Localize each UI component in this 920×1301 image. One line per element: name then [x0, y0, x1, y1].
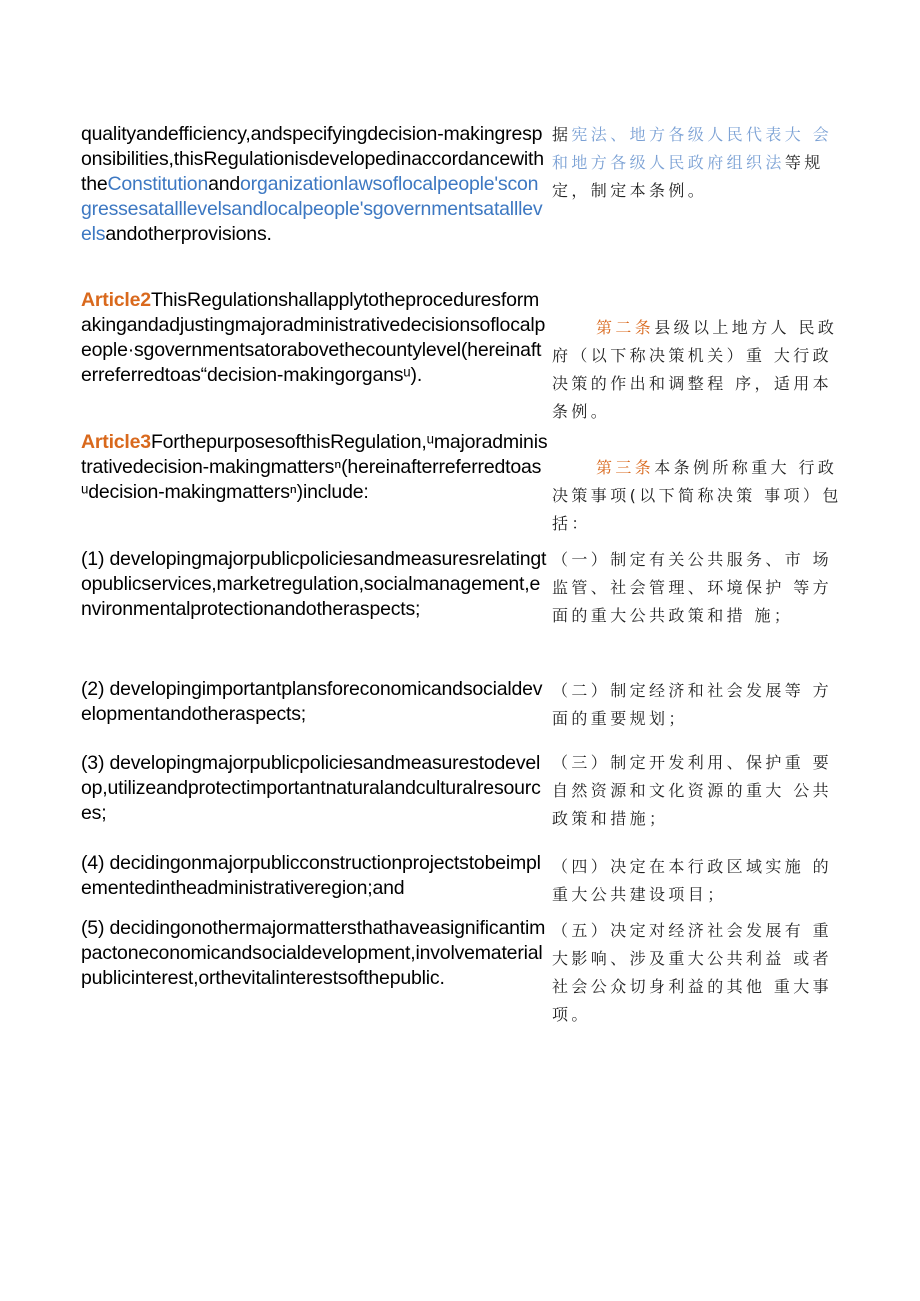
preamble-en — [81, 122, 548, 247]
preamble-zh-text2: 等规定，制定本条例。 — [552, 153, 824, 200]
article3-label: Article3 — [81, 431, 151, 453]
article3-en-text: ForthepurposesofthisRegulation,ᵘmajoradministrativedecision-makingmattersⁿ(hereinafterreferredtoasᵘdecision-makingmattersⁿ)include: — [81, 431, 548, 503]
preamble-en-text2: andotherprovisions. — [105, 223, 272, 245]
article2-label: Article2 — [81, 289, 151, 311]
organization-laws-reference: organizationlawsoflocalpeople'scongressesatalllevelsandlocalpeople'sgovernmentsatalllevels — [81, 173, 543, 245]
article3-zh-label: 第三条 — [596, 458, 655, 477]
item1-en: (1) developingmajorpublicpoliciesandmeasuresrelatingtopublicservices,marketregulation,socialmanagement,environmentalprotectionandotheraspects; — [81, 548, 547, 620]
item4-zh: （四）决定在本行政区域实施 的重大公共建设项目； — [552, 857, 833, 904]
article2-zh — [552, 314, 844, 426]
article3-zh-text: 本条例所称重大 行政决策事项(以下简称决策 事项）包括： — [552, 458, 842, 533]
preamble-zh-reference: 宪法、地方各级人民代表大 会和地方各级人民政府组织法 — [552, 125, 833, 172]
item1-zh: （一）制定有关公共服务、市 场监管、社会管理、环境保护 等方面的重大公共政策和措 施； — [552, 550, 833, 625]
item5-zh: （五）决定对经济社会发展有 重大影响、涉及重大公共利益 或者社会公众切身利益的其他 重大事项。 — [552, 921, 833, 1024]
preamble-zh — [552, 121, 844, 205]
item2-en: (2) developingimportantplansforeconomicandsocialdevelopmentandotheraspects; — [81, 678, 543, 725]
item2-zh: （二）制定经济和社会发展等 方面的重要规划； — [552, 681, 833, 728]
preamble-en-text1: qualityandefficiency,andspecifyingdecision-makingresponsibilities,thisRegulationisdevelopedinaccordancewiththe — [81, 123, 544, 195]
item4-en: (4) decidingonmajorpublicconstructionprojectstobeimplementedintheadministrativeregion;and — [81, 852, 541, 899]
article2-zh-text: 县级以上地方人 民政府（以下称决策机关）重 大行政决策的作出和调整程 序，适用本条例。 — [552, 318, 838, 421]
item5-en: (5) decidingonothermajormattersthathaveasignificantimpactoneconomicandsocialdevelopment,involvematerialpublicinterest,orthevitalinterestsofthepublic. — [81, 917, 546, 989]
item3-zh: （三）制定开发利用、保护重 要自然资源和文化资源的重大 公共政策和措施； — [552, 753, 833, 828]
constitution-reference: Constitution — [107, 173, 209, 195]
article2-en-text: ThisRegulationshallapplytotheproceduresformakingandadjustingmajoradministrativedecisionsoflocalpeople·sgovernmentsatorabovethecountylevel(hereinafterreferredtoas“decision-makingorgansᵘ). — [81, 289, 546, 386]
item3-en: (3) developingmajorpublicpoliciesandmeasurestodevelop,utilizeandprotectimportantnaturalandculturalresources; — [81, 752, 541, 824]
article3-en — [81, 430, 548, 505]
preamble-zh-text1: 据 — [552, 125, 572, 144]
article3-zh — [552, 454, 844, 538]
article2-zh-label: 第二条 — [596, 318, 655, 337]
preamble-en-and: and — [208, 173, 241, 195]
article2-en — [81, 288, 548, 388]
